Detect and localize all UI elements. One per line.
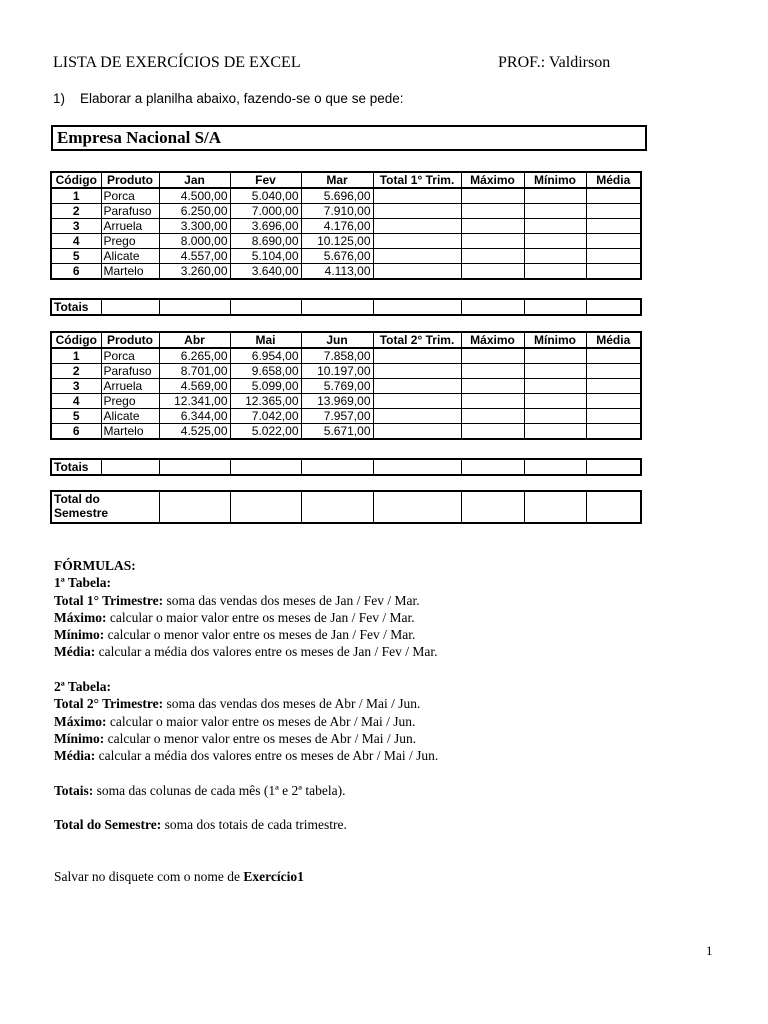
cell-value: 5.104,00	[230, 249, 301, 264]
cell-value: 12.341,00	[159, 394, 230, 409]
formula-label: Máximo:	[54, 713, 107, 729]
cell-empty	[373, 379, 461, 394]
cell-empty	[524, 491, 586, 523]
cell-value: 8.000,00	[159, 234, 230, 249]
cell-value: 9.658,00	[230, 364, 301, 379]
cell-value: 5.696,00	[301, 188, 373, 204]
cell-empty	[524, 204, 586, 219]
col-header: Produto	[101, 172, 159, 188]
cell-value: 3.260,00	[159, 264, 230, 280]
table-row	[51, 424, 641, 440]
table-row	[51, 459, 641, 475]
semester-total-label-line2: Semestre	[54, 506, 109, 520]
cell-empty	[586, 424, 641, 440]
cell-empty	[524, 234, 586, 249]
formula-line	[54, 643, 438, 660]
cell-empty	[586, 459, 641, 475]
cell-empty	[524, 219, 586, 234]
cell-empty	[524, 299, 586, 315]
formula-label: Total 2° Trimestre:	[54, 696, 164, 712]
col-header: Mar	[301, 172, 373, 188]
question-number: 1)	[53, 91, 66, 106]
formula-text: calcular a média dos valores entre os meses de Abr / Mai / Jun.	[95, 748, 439, 764]
formula-line	[54, 626, 438, 643]
cell-empty	[461, 219, 524, 234]
table-row	[51, 299, 641, 315]
cell-value: 5.099,00	[230, 379, 301, 394]
cell-empty	[524, 459, 586, 475]
cell-empty	[524, 364, 586, 379]
cell-empty	[461, 364, 524, 379]
cell-empty	[373, 299, 461, 315]
cell-empty	[230, 459, 301, 475]
totals-label: Totais	[51, 459, 101, 475]
formula-line	[54, 592, 438, 609]
table-row	[51, 219, 641, 234]
table-header-row	[51, 172, 641, 188]
table-header-row	[51, 332, 641, 348]
formula-text: soma dos totais de cada trimestre.	[161, 817, 347, 833]
table-row	[51, 348, 641, 364]
cell-product: Porca	[101, 188, 159, 204]
formula-line	[54, 713, 438, 730]
formula-text: calcular o menor valor entre os meses de Abr / Mai / Jun.	[104, 730, 417, 746]
col-header: Código	[51, 332, 101, 348]
cell-empty	[461, 409, 524, 424]
col-header: Média	[586, 172, 641, 188]
cell-value: 4.525,00	[159, 424, 230, 440]
cell-product: Martelo	[101, 424, 159, 440]
cell-empty	[461, 424, 524, 440]
col-header: Jun	[301, 332, 373, 348]
semester-total-row	[50, 490, 642, 524]
cell-empty	[461, 491, 524, 523]
question-1	[53, 91, 403, 106]
cell-empty	[461, 348, 524, 364]
cell-value: 10.125,00	[301, 234, 373, 249]
col-header: Abr	[159, 332, 230, 348]
semester-total-label	[51, 491, 159, 523]
totals-row-q1	[50, 298, 642, 316]
cell-empty	[524, 188, 586, 204]
cell-code: 3	[51, 219, 101, 234]
cell-empty	[586, 234, 641, 249]
cell-empty	[586, 491, 641, 523]
table-row	[51, 204, 641, 219]
col-header: Máximo	[461, 172, 524, 188]
cell-empty	[461, 459, 524, 475]
col-header: Total 2° Trim.	[373, 332, 461, 348]
table-row	[51, 234, 641, 249]
cell-empty	[159, 459, 230, 475]
formula-label: Totais:	[54, 782, 94, 798]
cell-value: 3.640,00	[230, 264, 301, 280]
cell-empty	[586, 348, 641, 364]
formula-text: soma das vendas dos meses de Jan / Fev / Mar.	[163, 592, 420, 608]
cell-empty	[101, 459, 159, 475]
cell-empty	[524, 409, 586, 424]
sales-table-q1	[50, 171, 642, 280]
cell-empty	[461, 394, 524, 409]
formula-label: Total 1° Trimestre:	[54, 592, 164, 608]
cell-empty	[301, 459, 373, 475]
cell-empty	[301, 299, 373, 315]
table-row	[51, 409, 641, 424]
cell-empty	[461, 234, 524, 249]
col-header: Máximo	[461, 332, 524, 348]
document-title: LISTA DE EXERCÍCIOS DE EXCEL	[53, 54, 301, 71]
cell-value: 5.671,00	[301, 424, 373, 440]
cell-value: 4.569,00	[159, 379, 230, 394]
cell-code: 4	[51, 234, 101, 249]
totals-row-q2	[50, 458, 642, 476]
cell-code: 2	[51, 364, 101, 379]
cell-value: 7.910,00	[301, 204, 373, 219]
cell-empty	[159, 299, 230, 315]
table-row	[51, 188, 641, 204]
formula-text: calcular a média dos valores entre os meses de Jan / Fev / Mar.	[95, 644, 438, 660]
cell-value: 3.696,00	[230, 219, 301, 234]
cell-empty	[524, 249, 586, 264]
col-header: Total 1° Trim.	[373, 172, 461, 188]
cell-empty	[373, 424, 461, 440]
formulas-section	[54, 557, 438, 886]
cell-empty	[230, 299, 301, 315]
cell-empty	[586, 204, 641, 219]
cell-code: 4	[51, 394, 101, 409]
totals-label: Totais	[51, 299, 101, 315]
cell-value: 5.676,00	[301, 249, 373, 264]
cell-value: 4.500,00	[159, 188, 230, 204]
save-instruction	[54, 868, 438, 885]
cell-code: 5	[51, 409, 101, 424]
formula-text: calcular o maior valor entre os meses de Abr / Mai / Jun.	[106, 713, 416, 729]
cell-empty	[524, 264, 586, 280]
col-header: Mínimo	[524, 332, 586, 348]
cell-value: 4.176,00	[301, 219, 373, 234]
cell-empty	[461, 299, 524, 315]
cell-product: Prego	[101, 394, 159, 409]
save-filename: Exercício1	[243, 869, 304, 885]
cell-empty	[586, 394, 641, 409]
col-header: Jan	[159, 172, 230, 188]
page-number: 1	[706, 943, 713, 958]
cell-empty	[461, 204, 524, 219]
cell-value: 13.969,00	[301, 394, 373, 409]
cell-empty	[373, 249, 461, 264]
cell-product: Alicate	[101, 409, 159, 424]
cell-empty	[373, 394, 461, 409]
formulas-heading: FÓRMULAS:	[54, 558, 136, 573]
col-header: Produto	[101, 332, 159, 348]
cell-empty	[461, 249, 524, 264]
table-row	[51, 491, 641, 523]
cell-empty	[586, 264, 641, 280]
col-header: Média	[586, 332, 641, 348]
cell-product: Prego	[101, 234, 159, 249]
formula-text: calcular o menor valor entre os meses de Jan / Fev / Mar.	[104, 627, 416, 643]
cell-empty	[373, 234, 461, 249]
cell-code: 6	[51, 424, 101, 440]
formula-text: soma das vendas dos meses de Abr / Mai / Jun.	[163, 696, 421, 712]
question-text: Elaborar a planilha abaixo, fazendo-se o que se pede:	[80, 91, 404, 106]
cell-empty	[301, 491, 373, 523]
formula-line-totais	[54, 782, 438, 799]
cell-empty	[524, 379, 586, 394]
cell-empty	[373, 348, 461, 364]
cell-product: Arruela	[101, 379, 159, 394]
save-text: Salvar no disquete com o nome de	[54, 869, 244, 885]
cell-empty	[159, 491, 230, 523]
table-row	[51, 264, 641, 280]
cell-empty	[586, 364, 641, 379]
formula-line	[54, 747, 438, 764]
formula-line-semestre	[54, 816, 438, 833]
cell-empty	[373, 204, 461, 219]
col-header: Mai	[230, 332, 301, 348]
cell-empty	[373, 264, 461, 280]
cell-empty	[373, 219, 461, 234]
cell-value: 6.954,00	[230, 348, 301, 364]
formula-label: Média:	[54, 644, 96, 660]
company-title: Empresa Nacional S/A	[51, 125, 647, 151]
cell-value: 8.690,00	[230, 234, 301, 249]
cell-empty	[461, 188, 524, 204]
table-row	[51, 394, 641, 409]
cell-empty	[586, 249, 641, 264]
col-header: Mínimo	[524, 172, 586, 188]
cell-empty	[373, 459, 461, 475]
cell-value: 6.265,00	[159, 348, 230, 364]
formula-label: Mínimo:	[54, 730, 105, 746]
cell-empty	[461, 379, 524, 394]
formula-line	[54, 695, 438, 712]
cell-empty	[586, 409, 641, 424]
cell-empty	[373, 409, 461, 424]
formula-label: Mínimo:	[54, 627, 105, 643]
cell-value: 7.042,00	[230, 409, 301, 424]
cell-code: 3	[51, 379, 101, 394]
professor-name: PROF.: Valdirson	[498, 54, 611, 71]
formula-label: Total do Semestre:	[54, 817, 162, 833]
cell-product: Porca	[101, 348, 159, 364]
cell-code: 6	[51, 264, 101, 280]
cell-code: 1	[51, 188, 101, 204]
cell-value: 12.365,00	[230, 394, 301, 409]
cell-empty	[373, 188, 461, 204]
cell-value: 7.858,00	[301, 348, 373, 364]
cell-product: Parafuso	[101, 204, 159, 219]
cell-product: Parafuso	[101, 364, 159, 379]
cell-value: 8.701,00	[159, 364, 230, 379]
cell-empty	[586, 188, 641, 204]
cell-value: 3.300,00	[159, 219, 230, 234]
table2-heading: 2ª Tabela:	[54, 679, 111, 695]
formula-text: soma das colunas de cada mês (1ª e 2ª tabela).	[93, 782, 346, 798]
cell-product: Alicate	[101, 249, 159, 264]
cell-empty	[586, 379, 641, 394]
cell-value: 4.113,00	[301, 264, 373, 280]
formula-line	[54, 730, 438, 747]
cell-code: 1	[51, 348, 101, 364]
cell-empty	[373, 364, 461, 379]
cell-value: 10.197,00	[301, 364, 373, 379]
sales-table-q2	[50, 331, 642, 440]
cell-value: 6.250,00	[159, 204, 230, 219]
formula-label: Máximo:	[54, 609, 107, 625]
cell-empty	[524, 348, 586, 364]
cell-empty	[373, 491, 461, 523]
col-header: Fev	[230, 172, 301, 188]
cell-empty	[524, 424, 586, 440]
cell-value: 5.769,00	[301, 379, 373, 394]
cell-product: Martelo	[101, 264, 159, 280]
cell-value: 7.000,00	[230, 204, 301, 219]
cell-empty	[586, 299, 641, 315]
cell-value: 6.344,00	[159, 409, 230, 424]
cell-product: Arruela	[101, 219, 159, 234]
cell-value: 5.040,00	[230, 188, 301, 204]
cell-code: 2	[51, 204, 101, 219]
cell-empty	[230, 491, 301, 523]
cell-empty	[101, 299, 159, 315]
formula-label: Média:	[54, 748, 96, 764]
table-row	[51, 249, 641, 264]
formula-line	[54, 609, 438, 626]
cell-value: 7.957,00	[301, 409, 373, 424]
table-row	[51, 364, 641, 379]
col-header: Código	[51, 172, 101, 188]
semester-total-label-line1: Total do	[54, 492, 100, 506]
cell-value: 4.557,00	[159, 249, 230, 264]
cell-value: 5.022,00	[230, 424, 301, 440]
cell-code: 5	[51, 249, 101, 264]
table1-heading: 1ª Tabela:	[54, 575, 111, 591]
cell-empty	[586, 219, 641, 234]
table-row	[51, 379, 641, 394]
cell-empty	[461, 264, 524, 280]
formula-text: calcular o maior valor entre os meses de Jan / Fev / Mar.	[106, 609, 415, 625]
cell-empty	[524, 394, 586, 409]
